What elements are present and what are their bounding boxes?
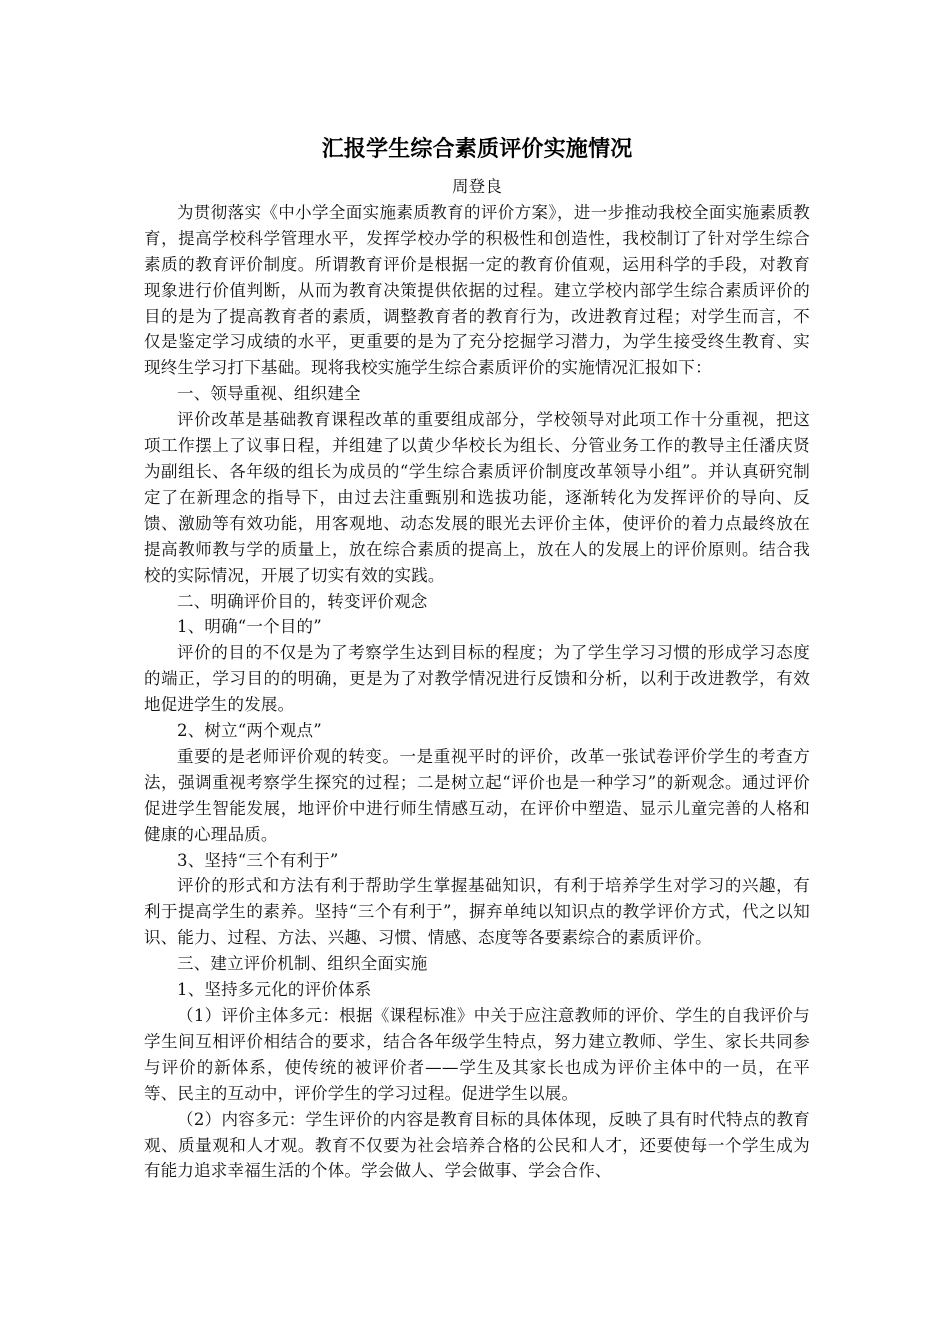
document-title: 汇报学生综合素质评价实施情况 (321, 137, 633, 162)
subheading-2-2: 2、树立“两个观点” (177, 721, 322, 741)
paragraph-2-1: 评价的目的不仅是为了考察学生达到目标的程度；为了学生学习习惯的形成学习态度的端正，学习目的的明确，更是为了对教学情况进行反馈和分析，以利于改进教学，有效地促进学生的发展。 (144, 643, 810, 715)
document-page (144, 128, 810, 1184)
paragraph-2-3: 评价的形式和方法有利于帮助学生掌握基础知识，有利于培养学生对学习的兴趣，有利于提高学生的素养。坚持“三个有利于”，摒弃单纯以知识点的教学评价方式，代之以知识、能力、过程、方法、兴趣、习惯、情感、态度等各要素综合的素质评价。 (144, 876, 810, 948)
paragraph-section-1: 评价改革是基础教育课程改革的重要组成部分，学校领导对此项工作十分重视，把这项工作摆上了议事日程，并组建了以黄少华校长为组长、分管业务工作的教导主任潘庆贤为副组长、各年级的组长为成员的“学生综合素质评价制度改革领导小组”。并认真研究制定了在新理念的指导下，由过去注重甄别和选拔功能，逐渐转化为发挥评价的导向、反馈、激励等有效功能，用客观地、动态发展的眼光去评价主体，使评价的着力点最终放在提高教师教与学的质量上，放在综合素质的提高上，放在人的发展上的评价原则。结合我校的实际情况，开展了切实有效的实践。 (144, 410, 810, 585)
document-author: 周登良 (451, 177, 503, 196)
subheading-2-1: 1、明确“一个目的” (177, 617, 322, 637)
paragraph-intro: 为贯彻落实《中小学全面实施素质教育的评价方案》，进一步推动我校全面实施素质教育，提高学校科学管理水平，发挥学校办学的积极性和创造性，我校制订了针对学生综合素质的教育评价制度。所谓教育评价是根据一定的教育价值观，运用科学的手段，对教育现象进行价值判断，从而为教育决策提供依据的过程。建立学校内部学生综合素质评价的目的是为了提高教育者的素质，调整教育者的教育行为，改进教育过程；对学生而言，不仅是鉴定学习成绩的水平，更重要的是为了充分挖掘学习潜力，为学生接受终生教育、实现终生学习打下基础。现将我校实施学生综合素质评价的实施情况汇报如下： (144, 202, 810, 378)
paragraph-2-2: 重要的是老师评价观的转变。一是重视平时的评价，改革一张试卷评价学生的考查方法，强调重视考察学生探究的过程；二是树立起“评价也是一种学习”的新观念。通过评价促进学生智能发展，地评价中进行师生情感互动，在评价中塑造、显示儿童完善的人格和健康的心理品质。 (144, 746, 810, 844)
paragraph-3-1-1: （1）评价主体多元：根据《课程标准》中关于应注意教师的评价、学生的自我评价与学生间互相评价相结合的要求，结合各年级学生特点，努力建立教师、学生、家长共同参与评价的新体系，使传统的被评价者——学生及其家长也成为评价主体中的一员，在平等、民主的互动中，评价学生的学习过程。促进学生以展。 (144, 1006, 810, 1103)
subheading-3-1: 1、坚持多元化的评价体系 (177, 980, 372, 1000)
paragraph-3-1-2: （2）内容多元：学生评价的内容是教育目标的具体体现，反映了具有时代特点的教育观、质量观和人才观。教育不仅要为社会培养合格的公民和人才，还要使每一个学生成为有能力追求幸福生活的个体。学会做人、学会做事、学会合作、 (144, 1109, 810, 1181)
section-heading-3: 三、建立评价机制、组织全面实施 (177, 954, 428, 974)
section-heading-2: 二、明确评价目的，转变评价观念 (177, 591, 428, 611)
section-heading-1: 一、领导重视、组织建全 (177, 384, 361, 404)
subheading-2-3: 3、坚持“三个有利于” (177, 850, 339, 870)
